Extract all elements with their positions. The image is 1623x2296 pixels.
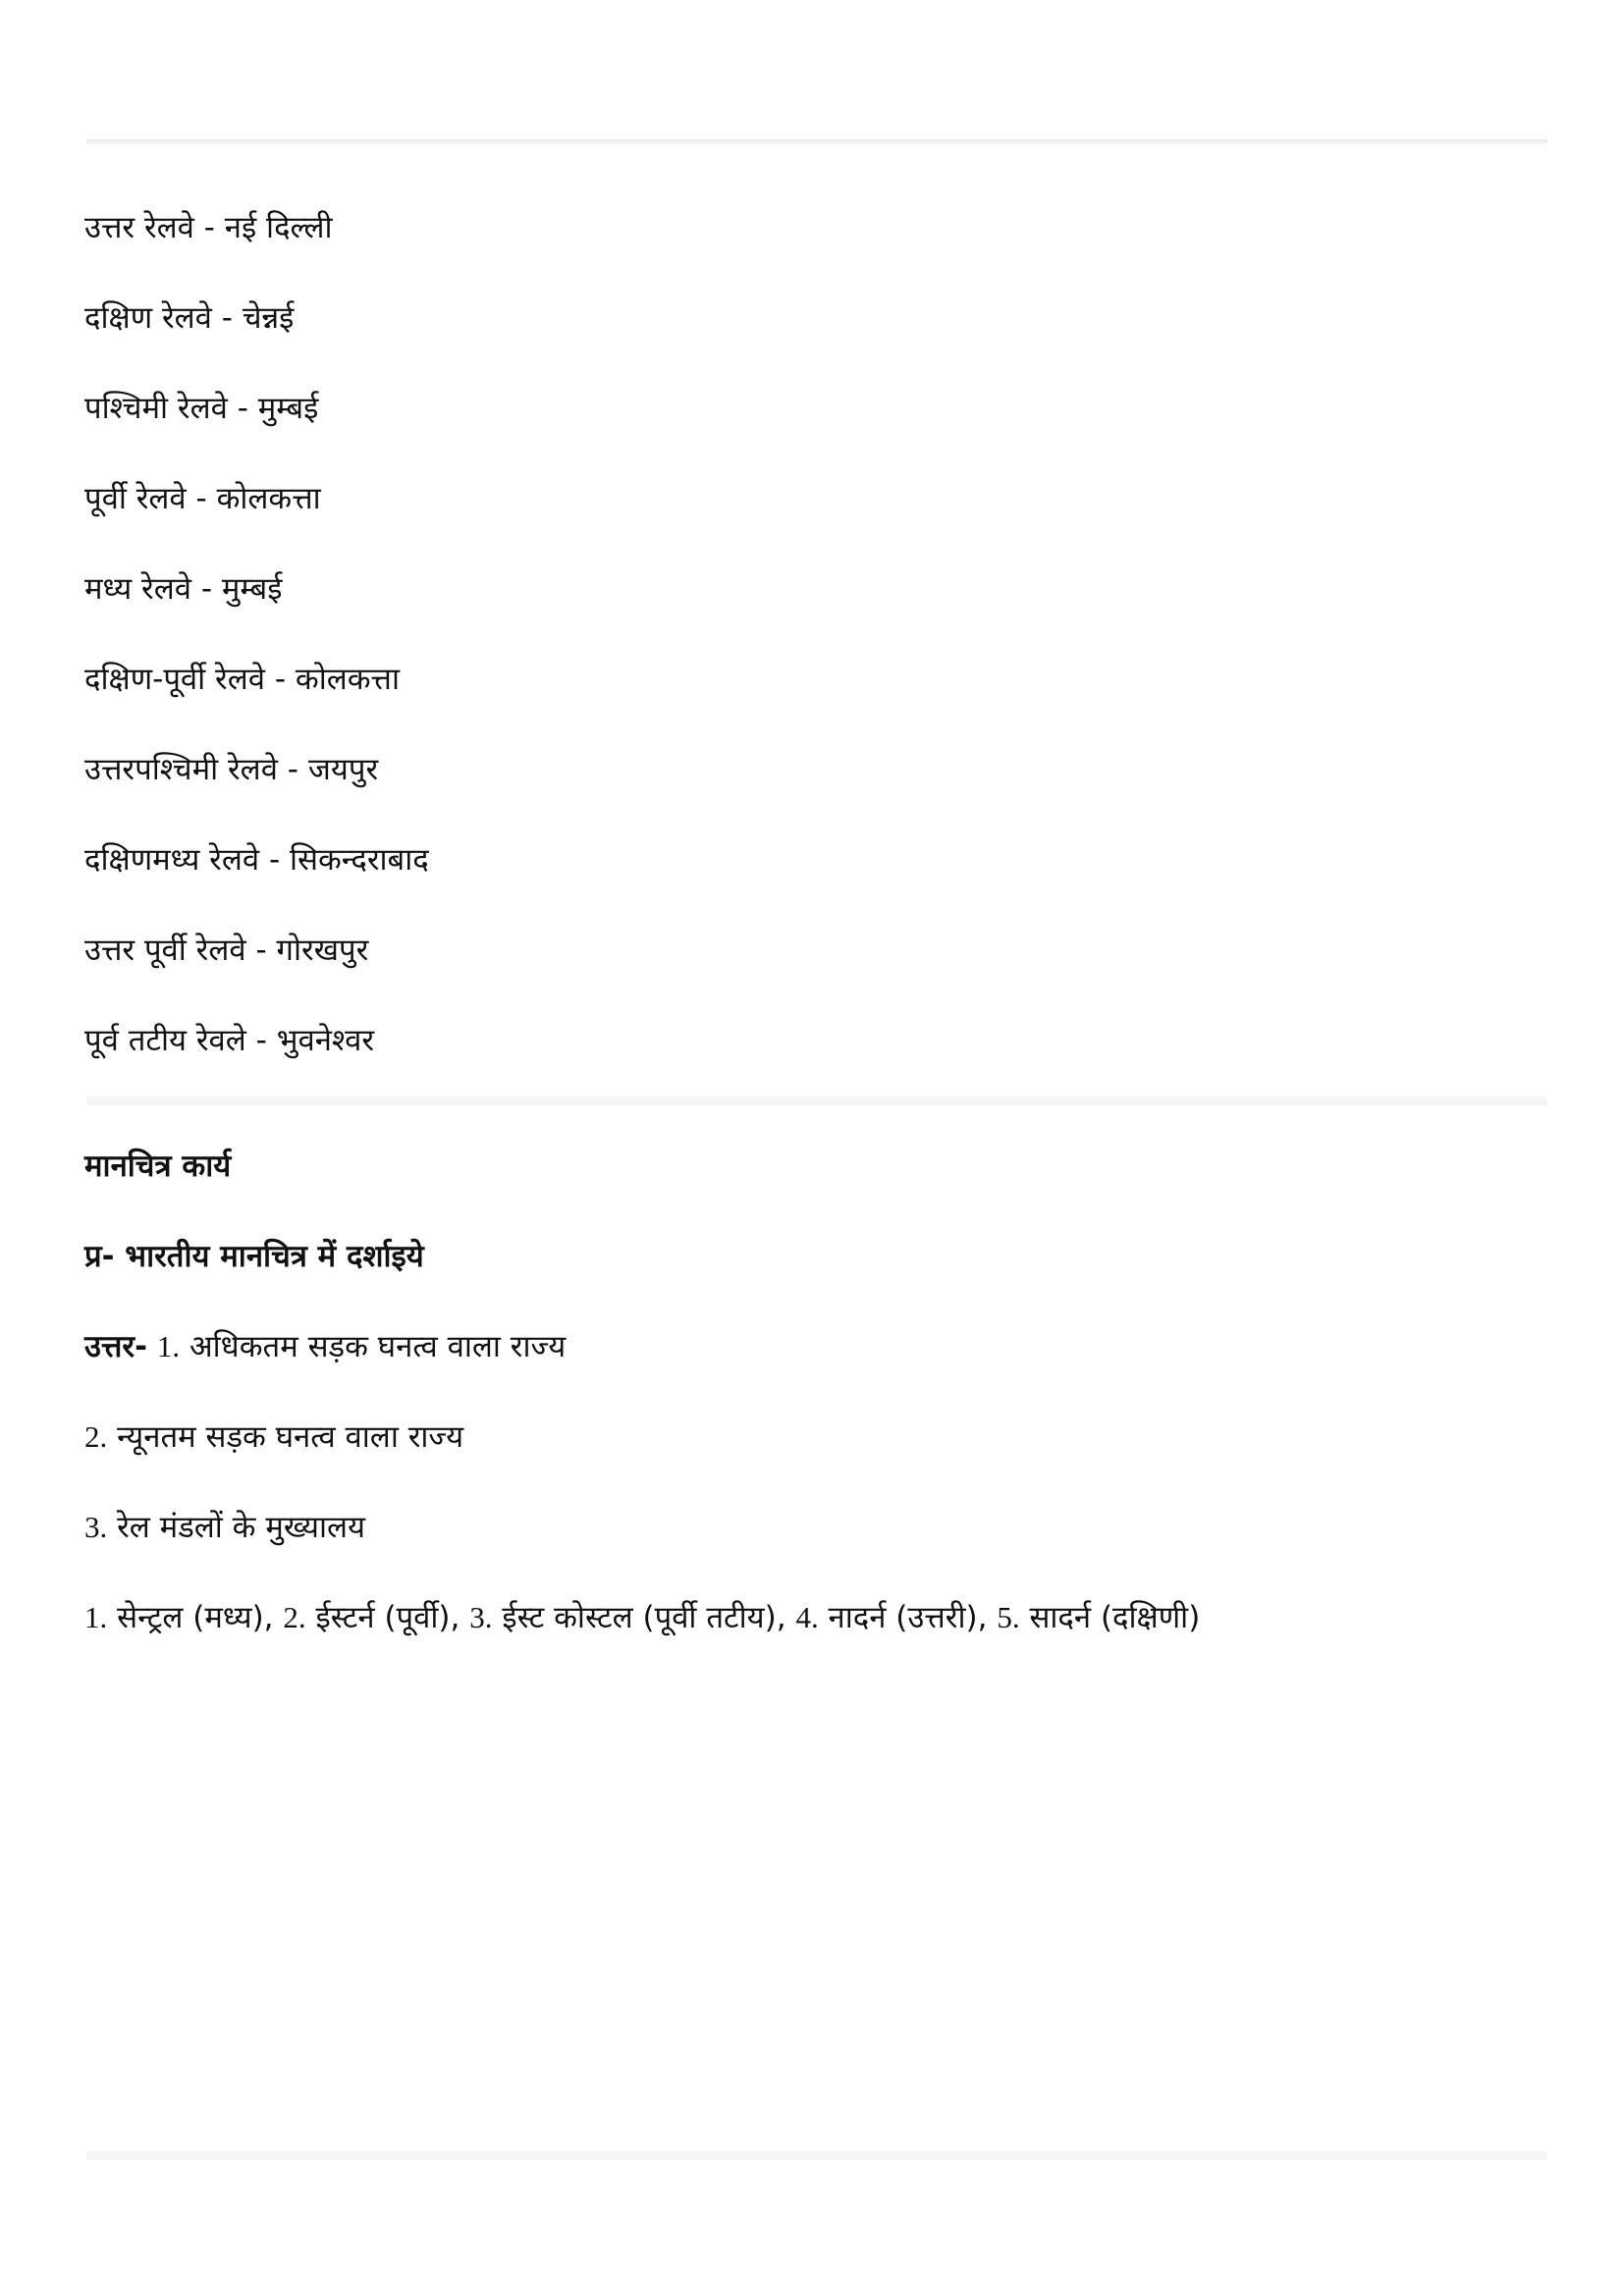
list-item (84, 840, 429, 880)
separator: - (186, 481, 217, 516)
zone-hq: जयपुर (307, 752, 379, 787)
item-text: सादर्न (दक्षिणी) (1029, 1600, 1201, 1635)
item-number: 2. (283, 1600, 306, 1634)
list-item (84, 569, 282, 609)
zone-name: उत्तर पूर्वी रेलवे (84, 933, 246, 968)
section-heading: मानचित्र कार्य (84, 1148, 232, 1184)
answer-item (84, 1417, 463, 1457)
section-divider (86, 1096, 1547, 1105)
item-number: 3. (469, 1600, 493, 1634)
zone-name: उत्तरपश्चिमी रेलवे (84, 752, 278, 787)
answer-item (84, 1508, 365, 1547)
item-text: सेन्ट्रल (मध्य), (117, 1600, 274, 1635)
zone-name: पश्चिमी रेलवे (84, 391, 228, 426)
separator: - (227, 391, 258, 426)
zones-inline-list (84, 1598, 1200, 1637)
item-number: 3. (84, 1510, 108, 1544)
zone-hq: कोलकत्ता (295, 662, 401, 697)
question-text: प्र- भारतीय मानचित्र में दर्शाइये (84, 1239, 424, 1274)
zone-name: पूर्व तटीय रेवले (84, 1023, 246, 1058)
zone-name: उत्तर रेलवे (84, 210, 194, 245)
item-number: 1. (156, 1329, 181, 1363)
list-item (84, 931, 368, 970)
zone-name: दक्षिण-पूर्वी रेलवे (84, 662, 265, 697)
item-text: नादर्न (उत्तरी), (828, 1600, 988, 1635)
answer-label: उत्तर- (84, 1329, 147, 1364)
list-item (84, 208, 333, 247)
zone-hq: चेन्नई (242, 300, 295, 336)
separator: - (245, 1023, 277, 1058)
zone-name: पूर्वी रेलवे (84, 481, 187, 516)
zone-hq: नई दिल्ली (224, 210, 333, 245)
item-text: न्यूनतम सड़क घनत्व वाला राज्य (117, 1419, 464, 1455)
zone-name: मध्य रेलवे (84, 571, 191, 607)
list-item (84, 750, 378, 789)
top-divider (86, 139, 1547, 145)
zone-hq: मुम्बई (221, 571, 283, 607)
zone-hq: कोलकत्ता (216, 481, 321, 516)
separator: - (259, 842, 290, 878)
separator: - (193, 210, 225, 245)
zone-hq: सिकन्दराबाद (290, 842, 429, 878)
separator: - (245, 933, 277, 968)
item-number: 5. (997, 1600, 1020, 1634)
item-text: ईस्टर्न (पूर्वी), (315, 1600, 460, 1635)
separator: - (211, 300, 243, 336)
item-text: ईस्ट कोस्टल (पूर्वी तटीय), (502, 1600, 786, 1635)
zone-hq: गोरखपुर (276, 933, 369, 968)
zone-name: दक्षिण रेलवे (84, 300, 212, 336)
list-item (84, 660, 400, 699)
zone-hq: भुवनेश्वर (276, 1023, 375, 1058)
list-item (84, 479, 321, 518)
list-item (84, 389, 318, 428)
item-text: रेल मंडलों के मुख्यालय (117, 1510, 366, 1545)
bottom-divider (86, 2151, 1547, 2160)
zone-name: दक्षिणमध्य रेलवे (84, 842, 260, 878)
separator: - (264, 662, 296, 697)
list-item (84, 1021, 374, 1060)
answer-item (84, 1327, 566, 1366)
item-text: अधिकतम सड़क घनत्व वाला राज्य (189, 1329, 567, 1364)
item-number: 2. (84, 1419, 108, 1454)
separator: - (190, 571, 222, 607)
item-number: 1. (84, 1600, 108, 1634)
item-number: 4. (795, 1600, 819, 1634)
list-item (84, 298, 294, 338)
zone-hq: मुम्बई (257, 391, 319, 426)
separator: - (277, 752, 308, 787)
